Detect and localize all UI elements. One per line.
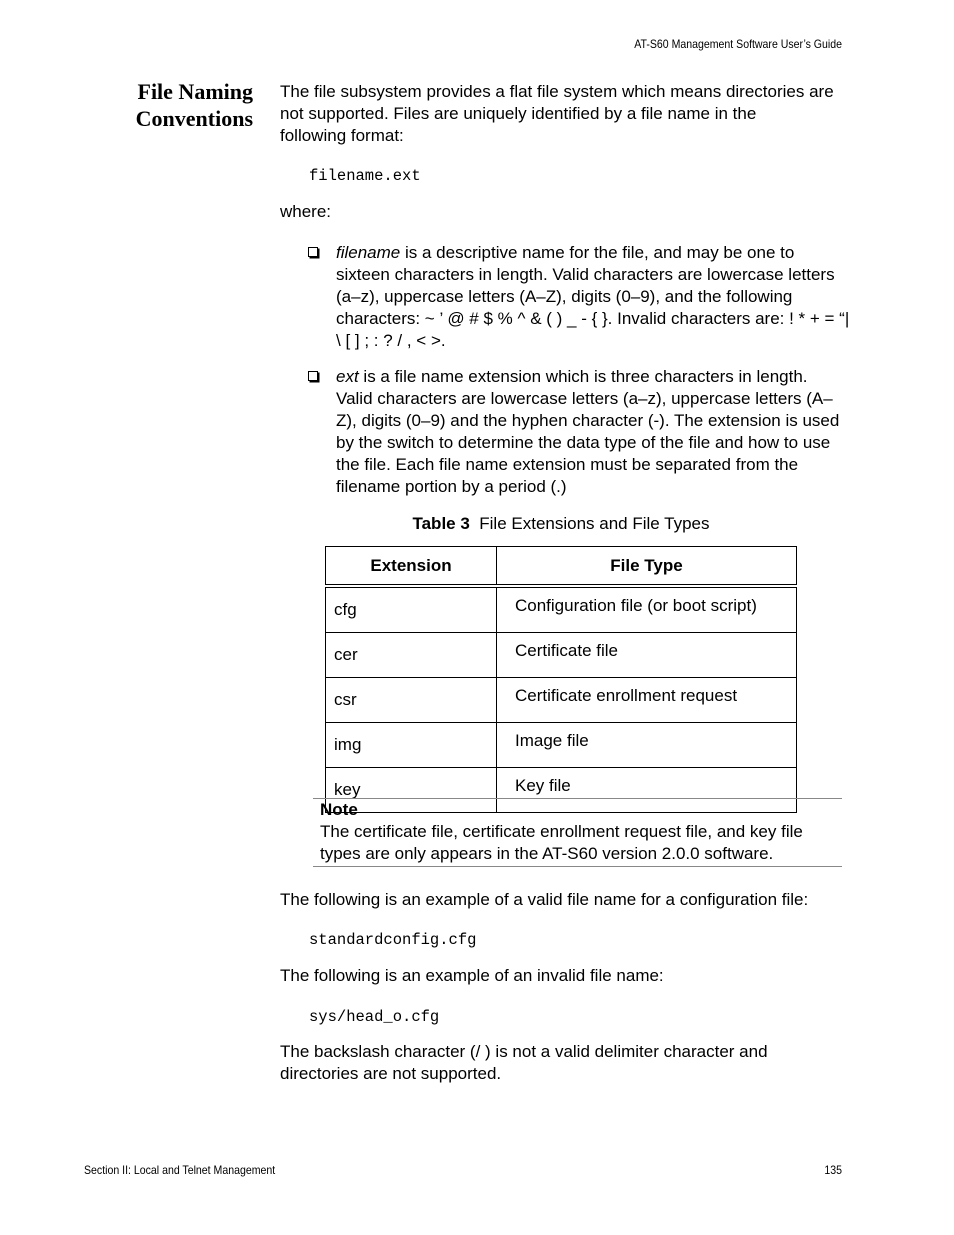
bullet-text: characters: ~ ’ @ # $ % ^ & ( ) _ - { }. Invalid characters are: ! * + = “| bbox=[336, 309, 850, 328]
file-type-cell: Certificate file bbox=[497, 633, 797, 678]
extension-cell: cer bbox=[326, 633, 497, 678]
format-example: filename.ext bbox=[309, 167, 421, 185]
bullet-ext bbox=[336, 366, 856, 498]
bullet-text: is a descriptive name for the file, and may be one to bbox=[400, 243, 795, 262]
file-extensions-table bbox=[325, 546, 797, 813]
valid-example-code: standardconfig.cfg bbox=[309, 931, 477, 949]
footer-section: Section II: Local and Telnet Management bbox=[84, 1163, 276, 1177]
bullet-text: Z), digits (0–9) and the hyphen character (-). The extension is used bbox=[336, 411, 840, 430]
checkbox-bullet-icon bbox=[308, 247, 318, 257]
bullet-text: is a file name extension which is three characters in length. bbox=[358, 367, 808, 386]
bullet-text: filename portion by a period (.) bbox=[336, 477, 567, 496]
note-box bbox=[320, 799, 850, 865]
checkbox-bullet-icon bbox=[308, 371, 318, 381]
file-type-cell: Configuration file (or boot script) bbox=[497, 586, 797, 633]
bullet-text: the file. Each file name extension must be separated from the bbox=[336, 455, 799, 474]
file-type-cell: Certificate enrollment request bbox=[497, 678, 797, 723]
table-header-row bbox=[326, 547, 797, 587]
bullet-text: Valid characters are lowercase letters (a–z), uppercase letters (A– bbox=[336, 389, 833, 408]
column-header-file-type: File Type bbox=[497, 547, 797, 587]
table-caption-text: File Extensions and File Types bbox=[479, 514, 710, 533]
invalid-example-text: The following is an example of an invalid file name: bbox=[280, 966, 664, 985]
bullet-filename bbox=[336, 242, 856, 352]
file-type-cell: Image file bbox=[497, 723, 797, 768]
table-row bbox=[326, 586, 797, 633]
note-line1: The certificate file, certificate enrollment request file, and key file bbox=[320, 822, 803, 841]
note-title: Note bbox=[320, 800, 358, 819]
intro-paragraph bbox=[280, 81, 855, 147]
table-row bbox=[326, 633, 797, 678]
where-label: where: bbox=[280, 202, 332, 221]
page-number: 135 bbox=[824, 1163, 842, 1177]
valid-example-text: The following is an example of a valid file name for a configuration file: bbox=[280, 890, 809, 909]
running-header: AT-S60 Management Software User’s Guide bbox=[634, 37, 842, 51]
section-heading-line1: File Naming bbox=[137, 79, 253, 104]
bullet-text: sixteen characters in length. Valid characters are lowercase letters bbox=[336, 265, 835, 284]
intro-line1: The file subsystem provides a flat file system which means directories are bbox=[280, 82, 834, 101]
column-header-extension: Extension bbox=[326, 547, 497, 587]
table-row bbox=[326, 723, 797, 768]
bullet-text: (a–z), uppercase letters (A–Z), digits (0–9), and the following bbox=[336, 287, 793, 306]
extension-cell: img bbox=[326, 723, 497, 768]
invalid-example-code: sys/head_o.cfg bbox=[309, 1008, 440, 1026]
closing-paragraph bbox=[280, 1041, 855, 1085]
extension-cell: cfg bbox=[326, 586, 497, 633]
table-row bbox=[326, 678, 797, 723]
closing-line2: directories are not supported. bbox=[280, 1064, 502, 1083]
extension-cell: key bbox=[326, 768, 497, 813]
bullet-text: \ [ ] ; : ? / , < >. bbox=[336, 331, 446, 350]
table-caption bbox=[325, 513, 797, 535]
intro-line2: not supported. Files are uniquely identified by a file name in the bbox=[280, 104, 757, 123]
bullet-term: ext bbox=[336, 367, 359, 386]
table-caption-label: Table 3 bbox=[412, 514, 470, 533]
intro-line3: following format: bbox=[280, 126, 404, 145]
note-line2: types are only appears in the AT-S60 version 2.0.0 software. bbox=[320, 844, 774, 863]
bullet-term: filename bbox=[336, 243, 401, 262]
file-type-cell: Key file bbox=[497, 768, 797, 813]
closing-line1: The backslash character (/ ) is not a valid delimiter character and bbox=[280, 1042, 768, 1061]
bullet-text: by the switch to determine the data type of the file and how to use bbox=[336, 433, 831, 452]
extension-cell: csr bbox=[326, 678, 497, 723]
section-heading-line2: Conventions bbox=[135, 106, 253, 131]
section-heading bbox=[100, 78, 253, 132]
note-bottom-rule bbox=[313, 866, 842, 867]
